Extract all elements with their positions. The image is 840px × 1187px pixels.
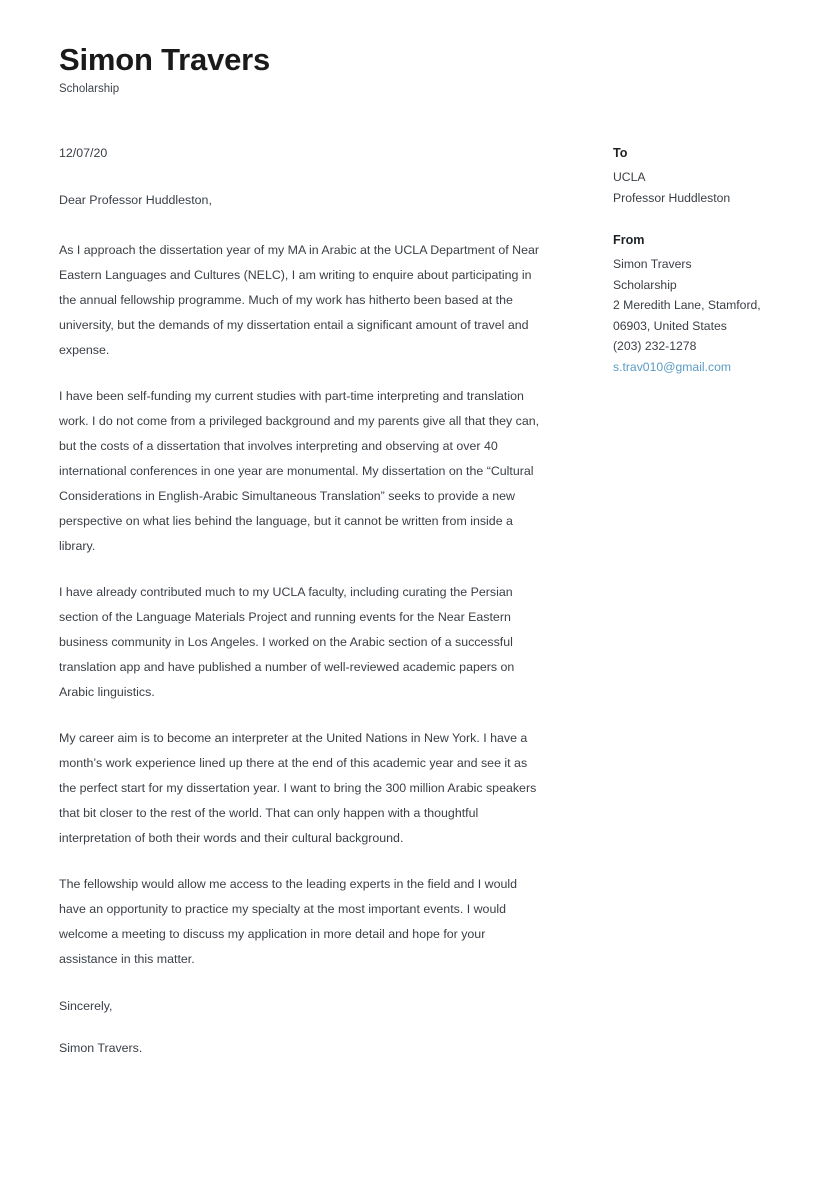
- recipient-block: [613, 143, 813, 208]
- letter-header: [59, 43, 759, 97]
- recipient-heading: To: [613, 146, 628, 160]
- sender-heading: From: [613, 233, 645, 247]
- sender-role: Scholarship: [613, 277, 677, 292]
- contact-sidebar: [613, 143, 813, 399]
- letter-date: 12/07/20: [59, 146, 108, 160]
- sender-name: Simon Travers: [613, 257, 692, 271]
- letter-paragraph: My career aim is to become an interpreter at the United Nations in New York. I have a month’s work experience lined up there at the end of this academic year and see it as the perfect start for my dissertation year. I want to bring the 300 million Arabic speakers that bit closer to the rest of the world. That can only happen with a thoughtful interpretation of both their words and their cultural background.: [59, 731, 537, 845]
- sender-phone: (203) 232-1278: [613, 339, 697, 353]
- letter-paragraph: As I approach the dissertation year of my MA in Arabic at the UCLA Department of Near Eastern Languages and Cultures (NELC), I am writing to enquire about participating in the annual fellowship programme. Much of my work has hitherto been based at the university, but the demands of my dissertation entail a significant amount of travel and expense.: [59, 243, 540, 357]
- applicant-role: Scholarship: [59, 83, 120, 96]
- letter-salutation: Dear Professor Huddleston,: [59, 193, 212, 207]
- letter-paragraph: I have already contributed much to my UCLA faculty, including curating the Persian section of the Language Materials Project and running events for the Near Eastern business community in Los Angeles. I worked on the Arabic section of a successful translation app and have published a number of well-reviewed academic papers on Arabic linguistics.: [59, 585, 515, 699]
- letter-signature: Simon Travers.: [59, 1041, 143, 1055]
- letter-paragraph: I have been self-funding my current studies with part-time interpreting and translation work. I do not come from a privileged background and my parents give all that they can, but the costs of a dissertation that involves interpreting and observing at over 40 international conferences in one year are monumental. My dissertation on the “Cultural Considerations in English-Arabic Simultaneous Translation” seeks to provide a new perspective on what lies behind the language, but it cannot be written from inside a library.: [59, 389, 540, 553]
- applicant-name: Simon Travers: [59, 42, 271, 77]
- sender-address-line-2: 06903, United States: [613, 318, 727, 333]
- recipient-line: UCLA: [613, 170, 646, 184]
- letter-closing: Sincerely,: [59, 999, 113, 1013]
- sender-address-line-1: 2 Meredith Lane, Stamford,: [613, 298, 761, 312]
- letter-body: [59, 144, 545, 1058]
- recipient-line: Professor Huddleston: [613, 190, 731, 205]
- letter-paragraph: The fellowship would allow me access to the leading experts in the field and I would have an opportunity to practice my specialty at the most important events. I would welcome a meeting to discuss my application in more detail and hope for your assistance in this matter.: [59, 877, 518, 966]
- sender-block: [613, 230, 813, 377]
- sender-email-link[interactable]: s.trav010@gmail.com: [613, 359, 732, 374]
